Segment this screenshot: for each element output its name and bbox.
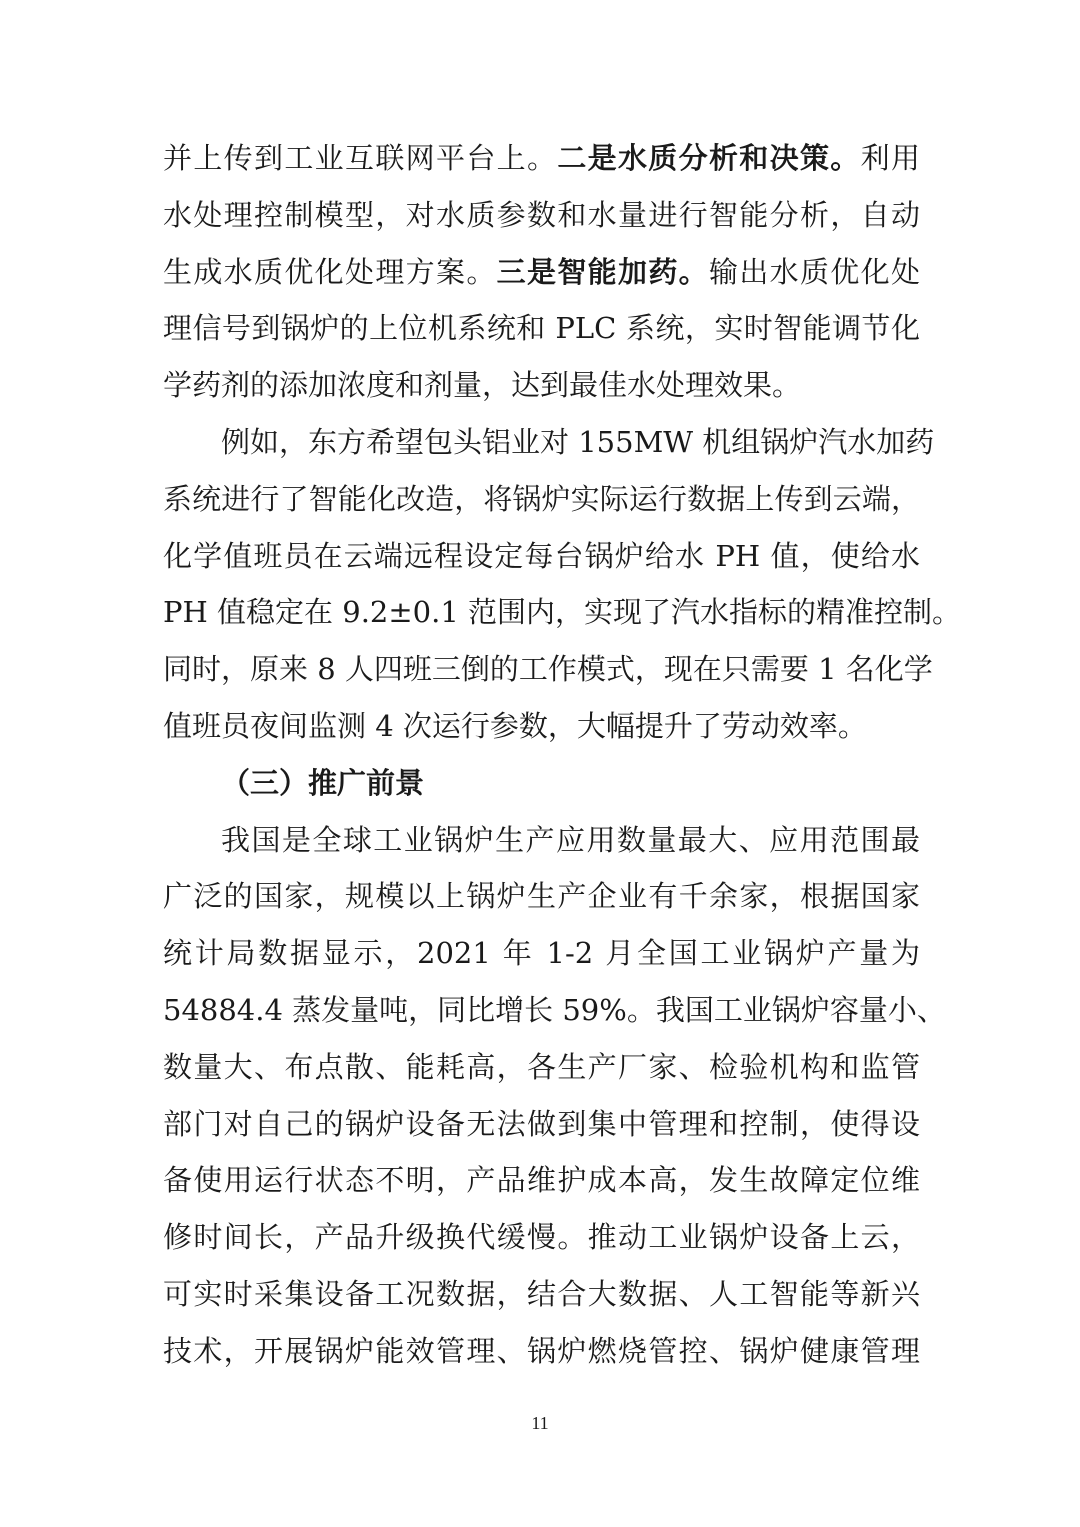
section-heading: （三）推广前景 [221,765,425,800]
paragraph-1-line-2: 水处理控制模型，对水质参数和水量进行智能分析，自动 [163,197,920,232]
paragraph-2-line-6: 值班员夜间监测 4 次运行参数，大幅提升了劳动效率。 [163,708,867,743]
page-number: 11 [531,1413,549,1433]
paragraph-1-line-5: 学药剂的添加浓度和剂量，达到最佳水处理效果。 [163,368,802,403]
paragraph-2-line-5: 同时，原来 8 人四班三倒的工作模式，现在只需要 1 名化学 [163,652,933,687]
paragraph-3-line-7: 备使用运行状态不明，产品维护成本高，发生故障定位维 [163,1163,920,1198]
paragraph-2-line-2: 系统进行了智能化改造，将锅炉实际运行数据上传到云端， [163,481,920,516]
paragraph-3-line-5: 数量大、布点散、能耗高，各生产厂家、检验机构和监管 [163,1049,920,1084]
paragraph-2-line-4: PH 值稳定在 9.2±0.1 范围内，实现了汽水指标的精准控制。 [163,595,961,630]
paragraph-1-line-3 [163,244,920,301]
paragraph-2-line-1: 例如，东方希望包头铝业对 155MW 机组锅炉汽水加药 [221,424,935,459]
paragraph-3-line-3: 统计局数据显示，2021 年 1-2 月全国工业锅炉产量为 [163,936,920,971]
paragraph-3-line-6: 部门对自己的锅炉设备无法做到集中管理和控制，使得设 [163,1106,920,1141]
paragraph-3-line-8: 修时间长，产品升级换代缓慢。推动工业锅炉设备上云， [163,1220,920,1255]
bold-run-point-three: 三是智能加药。 [496,254,709,289]
paragraph-3-line-2: 广泛的国家，规模以上锅炉生产企业有千余家，根据国家 [163,879,920,914]
text-run: 生成水质优化处理方案。 [163,254,497,289]
paragraph-3-line-1: 我国是全球工业锅炉生产应用数量最大、应用范围最 [221,822,920,857]
paragraph-3-line-10: 技术，开展锅炉能效管理、锅炉燃烧管控、锅炉健康管理 [163,1333,920,1368]
paragraph-3-line-4: 54884.4 蒸发量吨，同比增长 59%。我国工业锅炉容量小、 [163,992,946,1027]
text-run: 并上传到工业互联网平台上。 [163,141,558,175]
paragraph-3-line-9: 可实时采集设备工况数据，结合大数据、人工智能等新兴 [163,1276,920,1311]
paragraph-1-line-1 [163,130,920,187]
page-body [163,130,961,1380]
paragraph-2-line-3: 化学值班员在云端远程设定每台锅炉给水 PH 值，使给水 [163,538,920,573]
text-run: 输出水质优化处 [708,254,920,289]
bold-run-point-two: 二是水质分析和决策。 [557,141,861,175]
text-run: 利用 [860,141,920,175]
paragraph-1-line-4: 理信号到锅炉的上位机系统和 PLC 系统，实时智能调节化 [163,311,920,346]
